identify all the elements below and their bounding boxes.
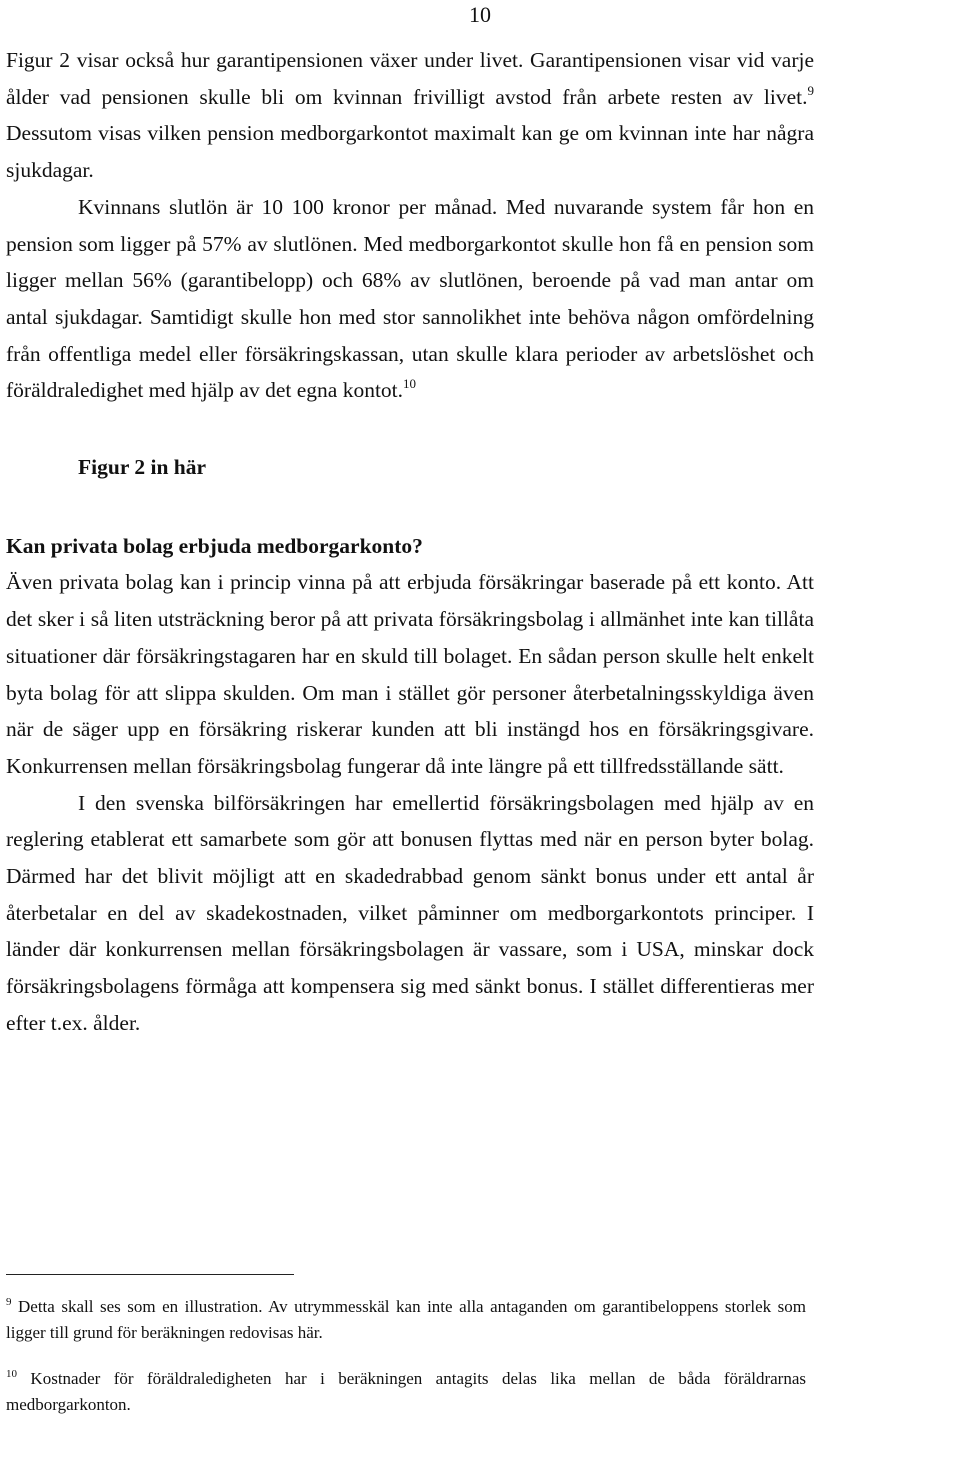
footnote-text: Detta skall ses som en illustration. Av utrymmesskäl kan inte alla antaganden om garantibeloppens storlek som ligger till grund för beräkningen redovisas här. [6,1297,807,1342]
paragraph-car-insurance: I den svenska bilförsäkringen har emellertid försäkringsbolagen med hjälp av en reglering etablerat ett samarbete som gör att bonusen flyttas med när en person byter bolag. Därmed har det blivit möjligt att en skadedrabbad genom sänkt bonus under ett antal år återbetalar en del av skadekostnaden, vilket påminner om medborgarkontots principer. I länder där konkurrensen mellan försäkringsbolagen är vassare, som i USA, minskar dock försäkringsbolagens förmåga att kompensera sig med sänkt bonus. I stället differentieras mer efter t.ex. ålder. [6,790,814,1035]
paragraph-salary-example [6,189,814,409]
paragraph-private-companies: Även privata bolag kan i princip vinna på att erbjuda försäkringar baserade på ett konto. Att det sker i så liten utsträckning beror på att privata försäkringsbolag i allmänhet inte kan tillåta situationer där försäkringstagaren har en skuld till bolaget. En sådan person skulle helt enkelt byta bolag för att slippa skulden. Om man i stället gör personer återbetalningsskyldiga även när de säger upp en försäkring riskerar kunden att bli instängd hos en försäkringsgivare. Konkurrensen mellan försäkringsbolag fungerar då inte längre på ett tillfredsställande sätt. [6,570,814,778]
body-text [6,42,814,1042]
footnote-marker: 9 [6,1296,12,1308]
section-heading: Kan privata bolag erbjuda medborgarkonto? [6,533,423,558]
footnote-10 [6,1366,806,1418]
figure-placeholder: Figur 2 in här [78,455,207,480]
paragraph-text: Dessutom visas vilken pension medborgarkontot maximalt kan ge om kvinnan inte har några sjukdagar. [6,121,814,183]
footnote-separator [6,1274,294,1275]
footnote-ref-9: 9 [807,82,814,98]
footnote-ref-10: 10 [403,376,417,392]
footnote-text: Kostnader för föräldraledigheten har i beräkningen antagits delas lika mellan de båda föräldrarnas medborgarkonton. [6,1369,806,1414]
footnote-9 [6,1294,806,1346]
paragraph-figure-description [6,42,814,189]
footnotes [6,1294,806,1438]
paragraph-text: Kvinnans slutlön är 10 100 kronor per månad. Med nuvarande system får hon en pension som ligger på 57% av slutlönen. Med medborgarkontot skulle hon få en pension som ligger mellan 56% (garantibelopp) och 68% av slutlönen, beroende på vad man antar om antal sjukdagar. Samtidigt skulle hon med stor sannolikhet inte behöva någon omfördelning från offentliga medel eller försäkringskassan, utan skulle klara perioder av arbetslöshet och föräldraledighet med hjälp av det egna kontot. [6,194,814,403]
page-number: 10 [469,2,491,27]
footnote-marker: 10 [6,1368,17,1380]
paragraph-text: Figur 2 visar också hur garantipensionen växer under livet. Garantipensionen visar vid varje ålder vad pensionen skulle bli om kvinnan frivilligt avstod från arbete resten av livet. [6,48,814,109]
